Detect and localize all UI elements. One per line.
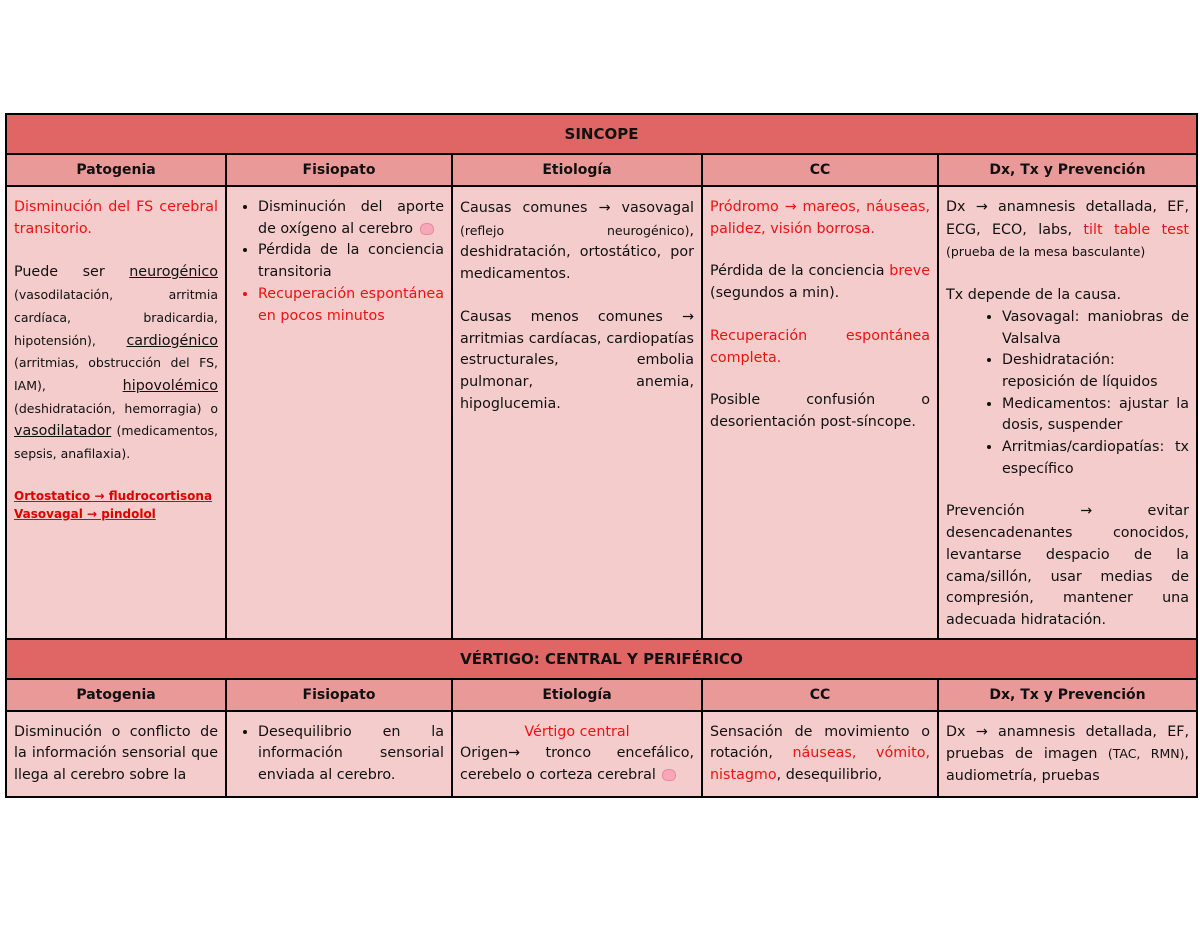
tx-item: • Vasovagal: maniobras de Valsalva bbox=[1002, 307, 1189, 350]
header-dx-tx: Dx, Tx y Prevención bbox=[938, 154, 1197, 186]
fisiopato-item: • Desequilibrio en la información sensorial enviada al cerebro. bbox=[258, 722, 444, 787]
tx-lead: Tx depende de la causa. bbox=[946, 287, 1122, 304]
sincope-patogenia-cell bbox=[6, 186, 226, 639]
header-dx-tx: Dx, Tx y Prevención bbox=[938, 679, 1197, 711]
vertigo-etiologia-cell bbox=[452, 711, 702, 797]
tx-item: • Medicamentos: ajustar la dosis, suspender bbox=[1002, 394, 1189, 437]
header-fisiopato: Fisiopato bbox=[226, 154, 452, 186]
header-fisiopato: Fisiopato bbox=[226, 679, 452, 711]
fisiopato-list bbox=[234, 197, 444, 327]
treatment-notes bbox=[14, 487, 218, 523]
vertigo-cc-cell bbox=[702, 711, 938, 797]
sincope-etiologia-cell bbox=[452, 186, 702, 639]
sincope-header-row bbox=[6, 154, 1197, 186]
note-vasovagal: Vasovagal → pindolol bbox=[14, 506, 156, 521]
sincope-title: SINCOPE bbox=[6, 114, 1197, 154]
hipovolemico-term: hipovolémico bbox=[122, 377, 218, 394]
vasodilatador-term: vasodilatador bbox=[14, 423, 112, 440]
etiologia-comunes: Causas comunes → vasovagal (reflejo neurogénico), deshidratación, ortostático, por medicamentos. bbox=[460, 200, 694, 283]
header-patogenia: Patogenia bbox=[6, 154, 226, 186]
cc-perdida: Pérdida de la conciencia breve (segundos a min). bbox=[710, 263, 930, 302]
tx-item: • Deshidratación: reposición de líquidos bbox=[1002, 350, 1189, 393]
vertigo-fisiopato-cell bbox=[226, 711, 452, 797]
tx-list bbox=[946, 307, 1189, 481]
patogenia-types: Puede ser neurogénico (vasodilatación, arritmia cardíaca, bradicardia, hipotensión), cardiogénico (arritmias, obstrucción del FS, IAM), hipovolémico (deshidratación, hemorragia) o vasodilatador (medicamentos, sepsis, anafilaxia). bbox=[14, 264, 218, 462]
sincope-title-row bbox=[6, 114, 1197, 154]
header-patogenia: Patogenia bbox=[6, 679, 226, 711]
cc-confusion: Posible confusión o desorientación post-síncope. bbox=[710, 392, 930, 430]
sincope-body-row bbox=[6, 186, 1197, 639]
fisiopato-item: • Pérdida de la conciencia transitoria bbox=[258, 240, 444, 283]
cc-prodromo: Pródromo → mareos, náuseas, palidez, visión borrosa. bbox=[710, 199, 930, 237]
neurogenico-term: neurogénico bbox=[129, 264, 218, 281]
vertigo-cc: Sensación de movimiento o rotación, náuseas, vómito, nistagmo, desequilibrio, bbox=[710, 723, 930, 784]
vertigo-title-row bbox=[6, 639, 1197, 679]
cardiogenico-term: cardiogénico bbox=[126, 332, 218, 349]
vertigo-patogenia-cell bbox=[6, 711, 226, 797]
header-cc: CC bbox=[702, 679, 938, 711]
brain-icon bbox=[420, 223, 434, 235]
vertigo-fisiopato-list bbox=[234, 722, 444, 787]
document-page bbox=[5, 113, 1196, 798]
vertigo-origen: Origen→ tronco encefálico, cerebelo o corteza cerebral bbox=[460, 745, 694, 784]
sincope-fisiopato-cell bbox=[226, 186, 452, 639]
header-cc: CC bbox=[702, 154, 938, 186]
header-etiologia: Etiología bbox=[452, 679, 702, 711]
etiologia-menos-comunes: Causas menos comunes → arritmias cardíacas, cardiopatías estructurales, embolia pulmonar, anemia, hipoglucemia. bbox=[460, 308, 694, 412]
vertigo-body-row bbox=[6, 711, 1197, 797]
prevencion: Prevención → evitar desencadenantes conocidos, levantarse despacio de la cama/sillón, usar medias de compresión, mantener una adecuada hidratación. bbox=[946, 503, 1190, 628]
vertigo-title: VÉRTIGO: CENTRAL Y PERIFÉRICO bbox=[6, 639, 1197, 679]
brain-icon bbox=[662, 769, 676, 781]
header-etiologia: Etiología bbox=[452, 154, 702, 186]
sincope-cc-cell bbox=[702, 186, 938, 639]
cc-recuperacion: Recuperación espontánea completa. bbox=[710, 327, 930, 366]
vertigo-patogenia: Disminución o conflicto de la información sensorial que llega al cerebro sobre la bbox=[14, 723, 218, 784]
summary-table bbox=[5, 113, 1198, 798]
fisiopato-item: • Disminución del aporte de oxígeno al cerebro bbox=[258, 197, 444, 240]
dx-line: Dx → anamnesis detallada, EF, ECG, ECO, labs, tilt table test (prueba de la mesa basculante) bbox=[946, 199, 1190, 260]
tx-item: • Arritmias/cardiopatías: tx específico bbox=[1002, 437, 1189, 480]
vertigo-header-row bbox=[6, 679, 1197, 711]
patogenia-intro: Disminución del FS cerebral transitorio. bbox=[14, 199, 218, 237]
fisiopato-item: • Recuperación espontánea en pocos minutos bbox=[258, 284, 444, 327]
note-ortostatico: Ortostatico → fludrocortisona bbox=[14, 488, 213, 503]
vertigo-dx: Dx → anamnesis detallada, EF, pruebas de imagen (TAC, RMN), audiometría, pruebas bbox=[946, 723, 1190, 785]
vertigo-dx-cell bbox=[938, 711, 1197, 797]
vertigo-central-title: Vértigo central bbox=[524, 723, 630, 740]
sincope-dx-cell bbox=[938, 186, 1197, 639]
